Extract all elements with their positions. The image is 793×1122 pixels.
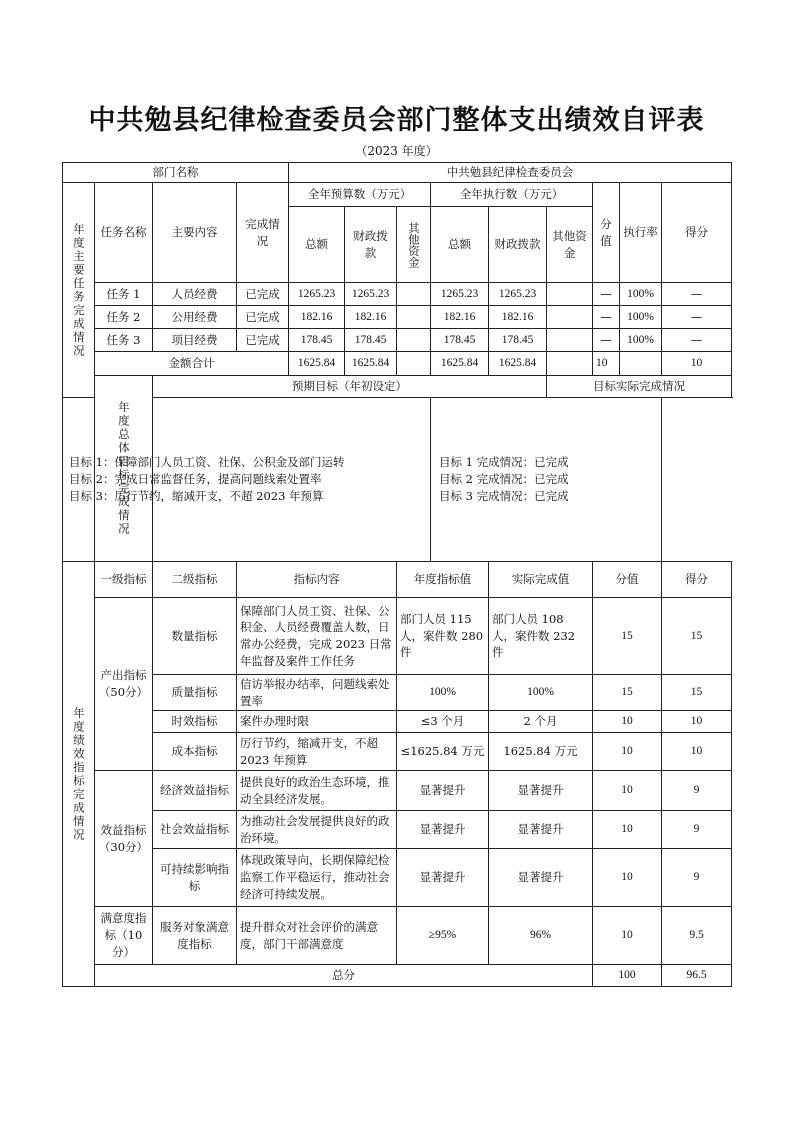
satisfaction-indicator-label: 满意度指标（10分） bbox=[95, 907, 153, 965]
output-indicator-label: 产出指标（50分） bbox=[95, 598, 153, 771]
indicator-row bbox=[63, 849, 732, 907]
score-header: 得分 bbox=[662, 183, 732, 283]
task-name: 任务 1 bbox=[95, 283, 153, 306]
task-name-header: 任务名称 bbox=[95, 183, 153, 283]
sum-exec-rate bbox=[620, 352, 662, 376]
task-header-row-1 bbox=[63, 183, 732, 207]
total-label: 总分 bbox=[95, 965, 593, 987]
indicator-content-header: 指标内容 bbox=[237, 562, 397, 598]
exec-group-header: 全年执行数（万元） bbox=[431, 183, 593, 207]
level2-name: 质量指标 bbox=[153, 675, 237, 711]
goals-section-label: 年度总体目标完成情况 bbox=[95, 376, 153, 562]
task-content: 人员经费 bbox=[153, 283, 237, 306]
task-name: 任务 3 bbox=[95, 329, 153, 352]
budget-other bbox=[397, 329, 431, 352]
task-score-value: — bbox=[593, 329, 620, 352]
content-header: 主要内容 bbox=[153, 183, 237, 283]
budget-group-header: 全年预算数（万元） bbox=[289, 183, 431, 207]
level2-name: 社会效益指标 bbox=[153, 811, 237, 849]
dept-row bbox=[63, 163, 732, 183]
indicator-actual: 100% bbox=[489, 675, 593, 711]
task-exec-rate: 100% bbox=[620, 283, 662, 306]
indicator-content: 厉行节约，缩减开支，不超 2023 年预算 bbox=[237, 733, 397, 771]
indicator-target: ≥95% bbox=[397, 907, 489, 965]
indicator-score: 9 bbox=[662, 811, 732, 849]
actual-header: 实际完成值 bbox=[489, 562, 593, 598]
actual-goals-header: 目标实际完成情况 bbox=[547, 376, 732, 398]
goals-row bbox=[63, 398, 732, 562]
indicator-score: 15 bbox=[662, 675, 732, 711]
indicator-actual: 部门人员 108 人，案件数 232 件 bbox=[489, 598, 593, 675]
indicator-value: 15 bbox=[593, 675, 662, 711]
indicator-value-header: 分值 bbox=[593, 562, 662, 598]
task-status: 已完成 bbox=[237, 306, 289, 329]
goals-header-row bbox=[63, 376, 732, 398]
indicator-score: 9 bbox=[662, 849, 732, 907]
exec-finance-header: 财政拨款 bbox=[489, 207, 547, 283]
indicator-target: 显著提升 bbox=[397, 811, 489, 849]
exec-other bbox=[547, 306, 593, 329]
expected-goal: 目标 3：厉行节约，缩减开支，不超 2023 年预算 bbox=[69, 488, 324, 503]
budget-total: 1265.23 bbox=[289, 283, 345, 306]
exec-total: 1265.23 bbox=[431, 283, 489, 306]
actual-goal: 目标 1 完成情况：已完成 bbox=[439, 455, 569, 470]
indicator-target: 显著提升 bbox=[397, 849, 489, 907]
indicator-actual: 显著提升 bbox=[489, 849, 593, 907]
task-row bbox=[63, 329, 732, 352]
sum-score: 10 bbox=[662, 352, 732, 376]
indicator-value: 10 bbox=[593, 907, 662, 965]
exec-total-header: 总额 bbox=[431, 207, 489, 283]
indicator-content: 信访举报办结率，问题线索处置率 bbox=[237, 675, 397, 711]
sum-budget-other bbox=[397, 352, 431, 376]
indicator-content: 为推动社会发展提供良好的政治环境。 bbox=[237, 811, 397, 849]
indicator-row bbox=[63, 771, 732, 811]
sum-label: 金额合计 bbox=[95, 352, 289, 376]
status-header: 完成情况 bbox=[237, 183, 289, 283]
sum-exec-other bbox=[547, 352, 593, 376]
indicator-row bbox=[63, 711, 732, 733]
budget-finance-header: 财政拨款 bbox=[345, 207, 397, 283]
budget-finance: 1265.23 bbox=[345, 283, 397, 306]
report-year: （2023 年度） bbox=[355, 144, 438, 158]
indicator-score-header: 得分 bbox=[662, 562, 732, 598]
indicator-content: 体现政策导向，长期保障纪检监察工作平稳运行，推动社会经济可持续发展。 bbox=[237, 849, 397, 907]
budget-total: 178.45 bbox=[289, 329, 345, 352]
total-row bbox=[63, 965, 732, 987]
indicator-score: 15 bbox=[662, 598, 732, 675]
indicator-target: ≤1625.84 万元 bbox=[397, 733, 489, 771]
budget-finance: 178.45 bbox=[345, 329, 397, 352]
budget-total-header: 总额 bbox=[289, 207, 345, 283]
indicator-content: 提升群众对社会评价的满意度，部门干部满意度 bbox=[237, 907, 397, 965]
indicator-actual: 2 个月 bbox=[489, 711, 593, 733]
task-row bbox=[63, 283, 732, 306]
sum-score-value: 10 bbox=[593, 352, 620, 376]
indicator-score: 10 bbox=[662, 733, 732, 771]
indicator-row bbox=[63, 811, 732, 849]
exec-finance: 182.16 bbox=[489, 306, 547, 329]
level2-name: 服务对象满意度指标 bbox=[153, 907, 237, 965]
indicator-content: 案件办理时限 bbox=[237, 711, 397, 733]
task-exec-rate: 100% bbox=[620, 306, 662, 329]
dept-label: 部门名称 bbox=[63, 163, 289, 183]
budget-other bbox=[397, 283, 431, 306]
page-title: 中共勉县纪律检查委员会部门整体支出绩效自评表 bbox=[88, 105, 705, 136]
indicator-target: ≤3 个月 bbox=[397, 711, 489, 733]
indicator-row bbox=[63, 675, 732, 711]
sum-exec-finance: 1625.84 bbox=[489, 352, 547, 376]
indicator-score: 9 bbox=[662, 771, 732, 811]
indicator-value: 15 bbox=[593, 598, 662, 675]
actual-goal: 目标 2 完成情况：已完成 bbox=[439, 472, 569, 487]
level2-name: 数量指标 bbox=[153, 598, 237, 675]
expected-goals-header: 预期目标（年初设定） bbox=[153, 376, 547, 398]
benefit-indicator-label: 效益指标（30分） bbox=[95, 771, 153, 907]
level2-name: 可持续影响指标 bbox=[153, 849, 237, 907]
indicator-value: 10 bbox=[593, 711, 662, 733]
task-score: — bbox=[662, 306, 732, 329]
indicator-actual: 96% bbox=[489, 907, 593, 965]
exec-other-header: 其他资金 bbox=[547, 207, 593, 283]
sum-budget-total: 1625.84 bbox=[289, 352, 345, 376]
task-status: 已完成 bbox=[237, 283, 289, 306]
exec-total: 182.16 bbox=[431, 306, 489, 329]
task-status: 已完成 bbox=[237, 329, 289, 352]
budget-total: 182.16 bbox=[289, 306, 345, 329]
indicator-score: 9.5 bbox=[662, 907, 732, 965]
exec-total: 178.45 bbox=[431, 329, 489, 352]
indicator-actual: 显著提升 bbox=[489, 811, 593, 849]
task-name: 任务 2 bbox=[95, 306, 153, 329]
level2-header: 二级指标 bbox=[153, 562, 237, 598]
indicator-row bbox=[63, 598, 732, 675]
exec-finance: 178.45 bbox=[489, 329, 547, 352]
indicator-score: 10 bbox=[662, 711, 732, 733]
indicator-value: 10 bbox=[593, 811, 662, 849]
budget-other bbox=[397, 306, 431, 329]
sum-row bbox=[63, 352, 732, 376]
indicator-actual: 1625.84 万元 bbox=[489, 733, 593, 771]
level2-name: 时效指标 bbox=[153, 711, 237, 733]
task-content: 公用经费 bbox=[153, 306, 237, 329]
indicator-actual: 显著提升 bbox=[489, 771, 593, 811]
task-score: — bbox=[662, 283, 732, 306]
budget-other-header: 其他资金 bbox=[397, 207, 431, 283]
indicator-target: 100% bbox=[397, 675, 489, 711]
actual-goal: 目标 3 完成情况：已完成 bbox=[439, 488, 569, 503]
total-value: 100 bbox=[593, 965, 662, 987]
exec-other bbox=[547, 329, 593, 352]
indicator-content: 提供良好的政治生态环境，推动全县经济发展。 bbox=[237, 771, 397, 811]
task-row bbox=[63, 306, 732, 329]
total-score: 96.5 bbox=[662, 965, 732, 987]
performance-table bbox=[62, 162, 732, 987]
indicator-value: 10 bbox=[593, 733, 662, 771]
task-score-value: — bbox=[593, 306, 620, 329]
indicator-content: 保障部门人员工资、社保、公积金、人员经费覆盖人数，日常办公经费，完成 2023 日常年监督及案件工作任务 bbox=[237, 598, 397, 675]
exec-rate-header: 执行率 bbox=[620, 183, 662, 283]
budget-finance: 182.16 bbox=[345, 306, 397, 329]
task-exec-rate: 100% bbox=[620, 329, 662, 352]
indicator-row bbox=[63, 907, 732, 965]
indicator-target: 显著提升 bbox=[397, 771, 489, 811]
task-score: — bbox=[662, 329, 732, 352]
indicator-value: 10 bbox=[593, 771, 662, 811]
task-content: 项目经费 bbox=[153, 329, 237, 352]
exec-finance: 1265.23 bbox=[489, 283, 547, 306]
dept-value: 中共勉县纪律检查委员会 bbox=[289, 163, 732, 183]
level2-name: 成本指标 bbox=[153, 733, 237, 771]
level2-name: 经济效益指标 bbox=[153, 771, 237, 811]
exec-other bbox=[547, 283, 593, 306]
indicator-header-row bbox=[63, 562, 732, 598]
indicator-value: 10 bbox=[593, 849, 662, 907]
sum-exec-total: 1625.84 bbox=[431, 352, 489, 376]
level1-header: 一级指标 bbox=[95, 562, 153, 598]
indicator-target: 部门人员 115 人，案件数 280 件 bbox=[397, 598, 489, 675]
expected-goal: 目标 1：保障部门人员工资、社保、公积金及部门运转 bbox=[69, 455, 345, 470]
sum-budget-finance: 1625.84 bbox=[345, 352, 397, 376]
target-header: 年度指标值 bbox=[397, 562, 489, 598]
actual-goals bbox=[431, 398, 662, 562]
indicator-row bbox=[63, 733, 732, 771]
task-score-value: — bbox=[593, 283, 620, 306]
expected-goal: 目标 2：完成日常监督任务，提高问题线索处置率 bbox=[69, 472, 322, 487]
score-value-header: 分值 bbox=[593, 183, 620, 283]
task-section-label: 年度主要任务完成情况 bbox=[63, 183, 95, 398]
indicator-section-label: 年度绩效指标完成情况 bbox=[63, 562, 95, 987]
